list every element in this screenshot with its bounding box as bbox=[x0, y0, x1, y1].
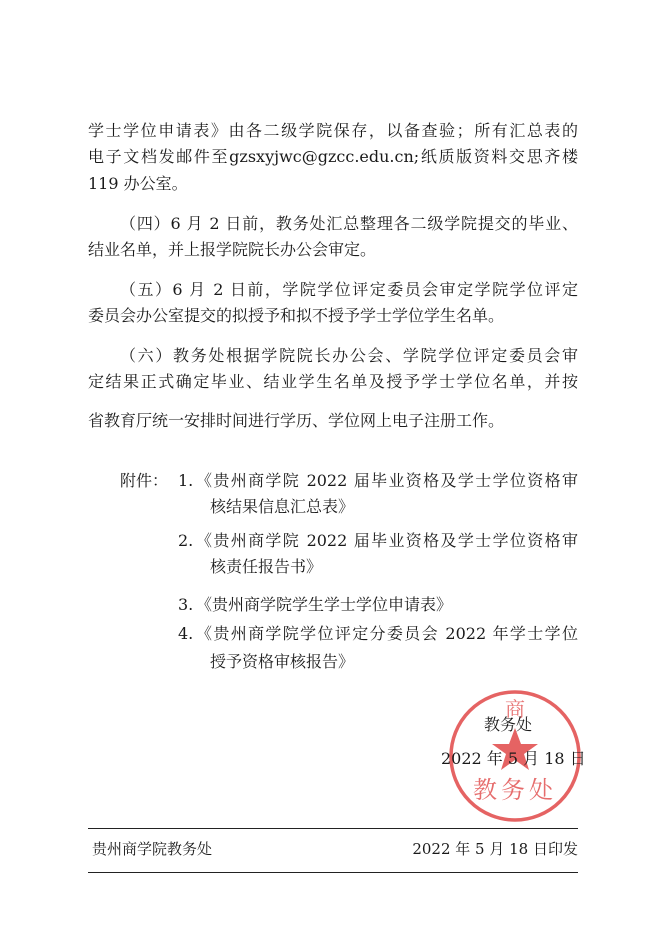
footer-bottom-rule bbox=[88, 872, 578, 873]
attachment-title: 《贵州商学院 2022 届毕业资格及学士学位资格审 bbox=[196, 531, 578, 550]
svg-text:教务处: 教务处 bbox=[473, 776, 557, 804]
signature-office: 教务处 bbox=[484, 715, 533, 734]
attachment-title-cont: 核责任报告书》 bbox=[210, 557, 323, 576]
attachment-number: 1. bbox=[178, 471, 194, 490]
body-line: 电子文档发邮件至gzsxyjwc@gzcc.edu.cn;纸质版资料交思齐楼 bbox=[88, 147, 578, 166]
attachment-title: 《贵州商学院 2022 届毕业资格及学士学位资格审 bbox=[196, 471, 578, 490]
attachment-title-cont: 授予资格审核报告》 bbox=[210, 652, 355, 671]
body-line: 学士学位申请表》由各二级学院保存，以备查验；所有汇总表的 bbox=[88, 121, 578, 140]
body-line: 定结果正式确定毕业、结业学生名单及授予学士学位名单，并按 bbox=[88, 372, 578, 391]
body-line: （四）6 月 2 日前，教务处汇总整理各二级学院提交的毕业、 bbox=[120, 214, 578, 233]
body-line: （六）教务处根据学院院长办公会、学院学位评定委员会审 bbox=[120, 346, 578, 365]
attachments-label: 附件： bbox=[120, 471, 169, 490]
attachment-number: 3. bbox=[178, 595, 194, 614]
body-line: 结业名单，并上报学院院长办公会审定。 bbox=[88, 240, 377, 259]
attachment-title: 《贵州商学院学位评定分委员会 2022 年学士学位 bbox=[196, 624, 578, 643]
footer-issuer: 贵州商学院教务处 bbox=[92, 840, 213, 858]
attachment-number: 2. bbox=[178, 531, 194, 550]
attachment-title-cont: 核结果信息汇总表》 bbox=[210, 497, 355, 516]
attachment-number: 4. bbox=[178, 624, 194, 643]
svg-text:商: 商 bbox=[505, 697, 525, 721]
signature-date: 2022 年 5 月 18 日 bbox=[441, 749, 586, 768]
body-line: 委员会办公室提交的拟授予和拟不授予学士学位学生名单。 bbox=[88, 306, 505, 325]
body-line: 119 办公室。 bbox=[88, 174, 188, 193]
footer-top-rule bbox=[88, 828, 578, 829]
body-line: （五）6 月 2 日前，学院学位评定委员会审定学院学位评定 bbox=[120, 280, 578, 299]
attachment-title: 《贵州商学院学生学士学位申请表》 bbox=[196, 595, 453, 614]
footer-date: 2022 年 5 月 18 日印发 bbox=[412, 840, 578, 858]
body-line: 省教育厅统一安排时间进行学历、学位网上电子注册工作。 bbox=[88, 411, 505, 430]
